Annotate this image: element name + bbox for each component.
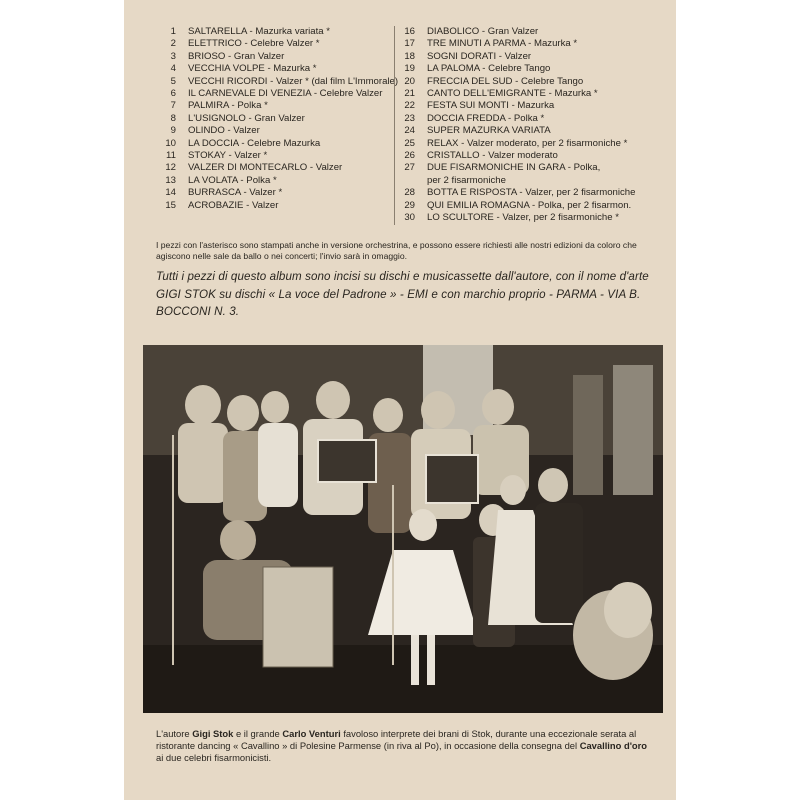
caption-text: e il grande: [233, 728, 283, 739]
track-list-right: [394, 26, 681, 225]
track-title: BOTTA E RISPOSTA - Valzer, per 2 fisarmoniche: [427, 187, 636, 199]
track-row: [156, 113, 406, 125]
track-number: 4: [170, 63, 176, 75]
track-number: 24: [404, 125, 415, 137]
caption-text: L'autore: [156, 728, 193, 739]
track-row: [401, 212, 681, 224]
track-row: [156, 38, 406, 50]
track-row: [156, 76, 406, 88]
track-row: [156, 200, 406, 212]
track-number: 14: [165, 187, 176, 199]
track-number: 11: [166, 150, 176, 162]
track-title: L'USIGNOLO - Gran Valzer: [188, 112, 305, 124]
track-row: [401, 125, 681, 137]
track-title: SUPER MAZURKA VARIATA: [427, 125, 551, 137]
track-row: [156, 26, 406, 38]
track-title: CRISTALLO - Valzer moderato: [427, 150, 558, 162]
track-row: [401, 38, 681, 50]
track-row: [156, 100, 406, 112]
track-number: 6: [170, 88, 176, 100]
track-title: OLINDO - Valzer: [188, 125, 260, 137]
track-row: [401, 51, 681, 63]
track-title: CANTO DELL'EMIGRANTE - Mazurka *: [427, 88, 598, 100]
track-number: 10: [165, 137, 176, 149]
recording-credit: Tutti i pezzi di questo album sono incisi su dischi e musicassette dall'autore, con il nome d'arte GIGI STOK su dischi « La voce del Padrone » - EMI e con marchio proprio - PARMA - VIA B. BOCCONI N. 3.: [156, 270, 649, 318]
track-number: 20: [404, 75, 415, 87]
track-number: 8: [170, 112, 176, 124]
track-title: BURRASCA - Valzer *: [188, 187, 283, 199]
track-row: [401, 187, 681, 199]
track-number: 17: [404, 38, 415, 50]
caption-text: favoloso interprete dei brani di Stok, durante una eccezionale serata al ristorante dancing « Cavallino » di Polesine Parmense (in riva al Po), in occasione della consegna del: [156, 728, 637, 752]
track-row: [401, 63, 681, 75]
track-number: 16: [404, 26, 415, 37]
track-title: VECCHIA VOLPE - Mazurka *: [188, 63, 317, 75]
track-number: 25: [404, 137, 415, 149]
track-title: DOCCIA FREDDA - Polka *: [427, 112, 545, 124]
track-row: [156, 138, 406, 150]
track-title: ACROBAZIE - Valzer: [188, 199, 279, 211]
track-row: [401, 88, 681, 100]
track-title: LA VOLATA - Polka *: [188, 174, 277, 186]
track-number: 27: [404, 162, 415, 174]
track-number: 13: [165, 174, 176, 186]
track-number: 7: [170, 100, 176, 112]
track-title: DIABOLICO - Gran Valzer: [427, 26, 539, 37]
band-photo: [143, 345, 663, 713]
track-number: 9: [170, 125, 176, 137]
track-row: [401, 175, 681, 187]
caption-name-carlo-venturi: Carlo Venturi: [282, 728, 341, 739]
track-row: [401, 162, 681, 174]
background-margin: [676, 0, 800, 800]
track-title: FRECCIA DEL SUD - Celebre Tango: [427, 75, 584, 87]
track-title: LO SCULTORE - Valzer, per 2 fisarmoniche *: [427, 212, 619, 224]
track-title: PALMIRA - Polka *: [188, 100, 268, 112]
track-number: 19: [404, 63, 415, 75]
track-title: STOKAY - Valzer *: [188, 150, 268, 162]
track-title: VALZER DI MONTECARLO - Valzer: [188, 162, 343, 174]
track-title: SALTARELLA - Mazurka variata *: [188, 26, 331, 37]
track-title: IL CARNEVALE DI VENEZIA - Celebre Valzer: [188, 88, 383, 100]
track-number: 18: [404, 50, 415, 62]
caption-name-gigi-stok: Gigi Stok: [192, 728, 234, 739]
orchestra-note: I pezzi con l'asterisco sono stampati anche in versione orchestrina, e possono essere richiesti alle nostri edizioni da coloro che agiscono nelle sale da ballo o nei concerti; l'invio sarà in omaggio.: [156, 240, 637, 261]
track-row: [156, 88, 406, 100]
caption-award-name: Cavallino d'oro: [579, 740, 648, 752]
track-title: LA DOCCIA - Celebre Mazurka: [188, 137, 321, 149]
track-list-left: [156, 26, 406, 212]
track-number: 5: [170, 75, 176, 87]
track-number: [401, 175, 415, 187]
track-row: [401, 150, 681, 162]
track-number: 15: [165, 199, 176, 211]
track-row: [401, 76, 681, 88]
track-row: [401, 138, 681, 150]
track-title: VECCHI RICORDI - Valzer * (dal film L'Immorale): [188, 75, 399, 87]
track-row: [156, 162, 406, 174]
track-title: LA PALOMA - Celebre Tango: [427, 63, 551, 75]
track-number: 29: [404, 199, 415, 211]
photo-caption: [156, 728, 656, 765]
track-row: [156, 175, 406, 187]
track-title: QUI EMILIA ROMAGNA - Polka, per 2 fisarmon.: [427, 199, 632, 211]
track-row: [401, 100, 681, 112]
track-number: 23: [404, 112, 415, 124]
album-page: [124, 0, 676, 800]
track-number: 12: [165, 162, 176, 174]
track-title: BRIOSO - Gran Valzer: [188, 50, 285, 62]
track-number: 1: [170, 26, 176, 37]
band-photo-image: [143, 345, 663, 713]
track-title: DUE FISARMONICHE IN GARA - Polka,: [427, 162, 601, 174]
track-number: 26: [404, 150, 415, 162]
track-number: 28: [404, 187, 415, 199]
track-number: 22: [404, 100, 415, 112]
track-title: per 2 fisarmoniche: [427, 174, 506, 186]
track-row: [401, 26, 681, 38]
track-row: [401, 113, 681, 125]
caption-text: ai due celebri fisarmonicisti.: [156, 752, 272, 764]
track-row: [156, 63, 406, 75]
track-number: 2: [170, 38, 176, 50]
track-title: RELAX - Valzer moderato, per 2 fisarmoniche *: [427, 137, 628, 149]
track-row: [156, 125, 406, 137]
track-row: [401, 200, 681, 212]
track-row: [156, 187, 406, 199]
track-title: ELETTRICO - Celebre Valzer *: [188, 38, 320, 50]
track-number: 21: [404, 88, 415, 100]
track-title: SOGNI DORATI - Valzer: [427, 50, 532, 62]
track-row: [156, 51, 406, 63]
track-number: 30: [404, 212, 415, 224]
track-row: [156, 150, 406, 162]
track-number: 3: [170, 50, 176, 62]
track-title: FESTA SUI MONTI - Mazurka: [427, 100, 555, 112]
track-title: TRE MINUTI A PARMA - Mazurka *: [427, 38, 578, 50]
